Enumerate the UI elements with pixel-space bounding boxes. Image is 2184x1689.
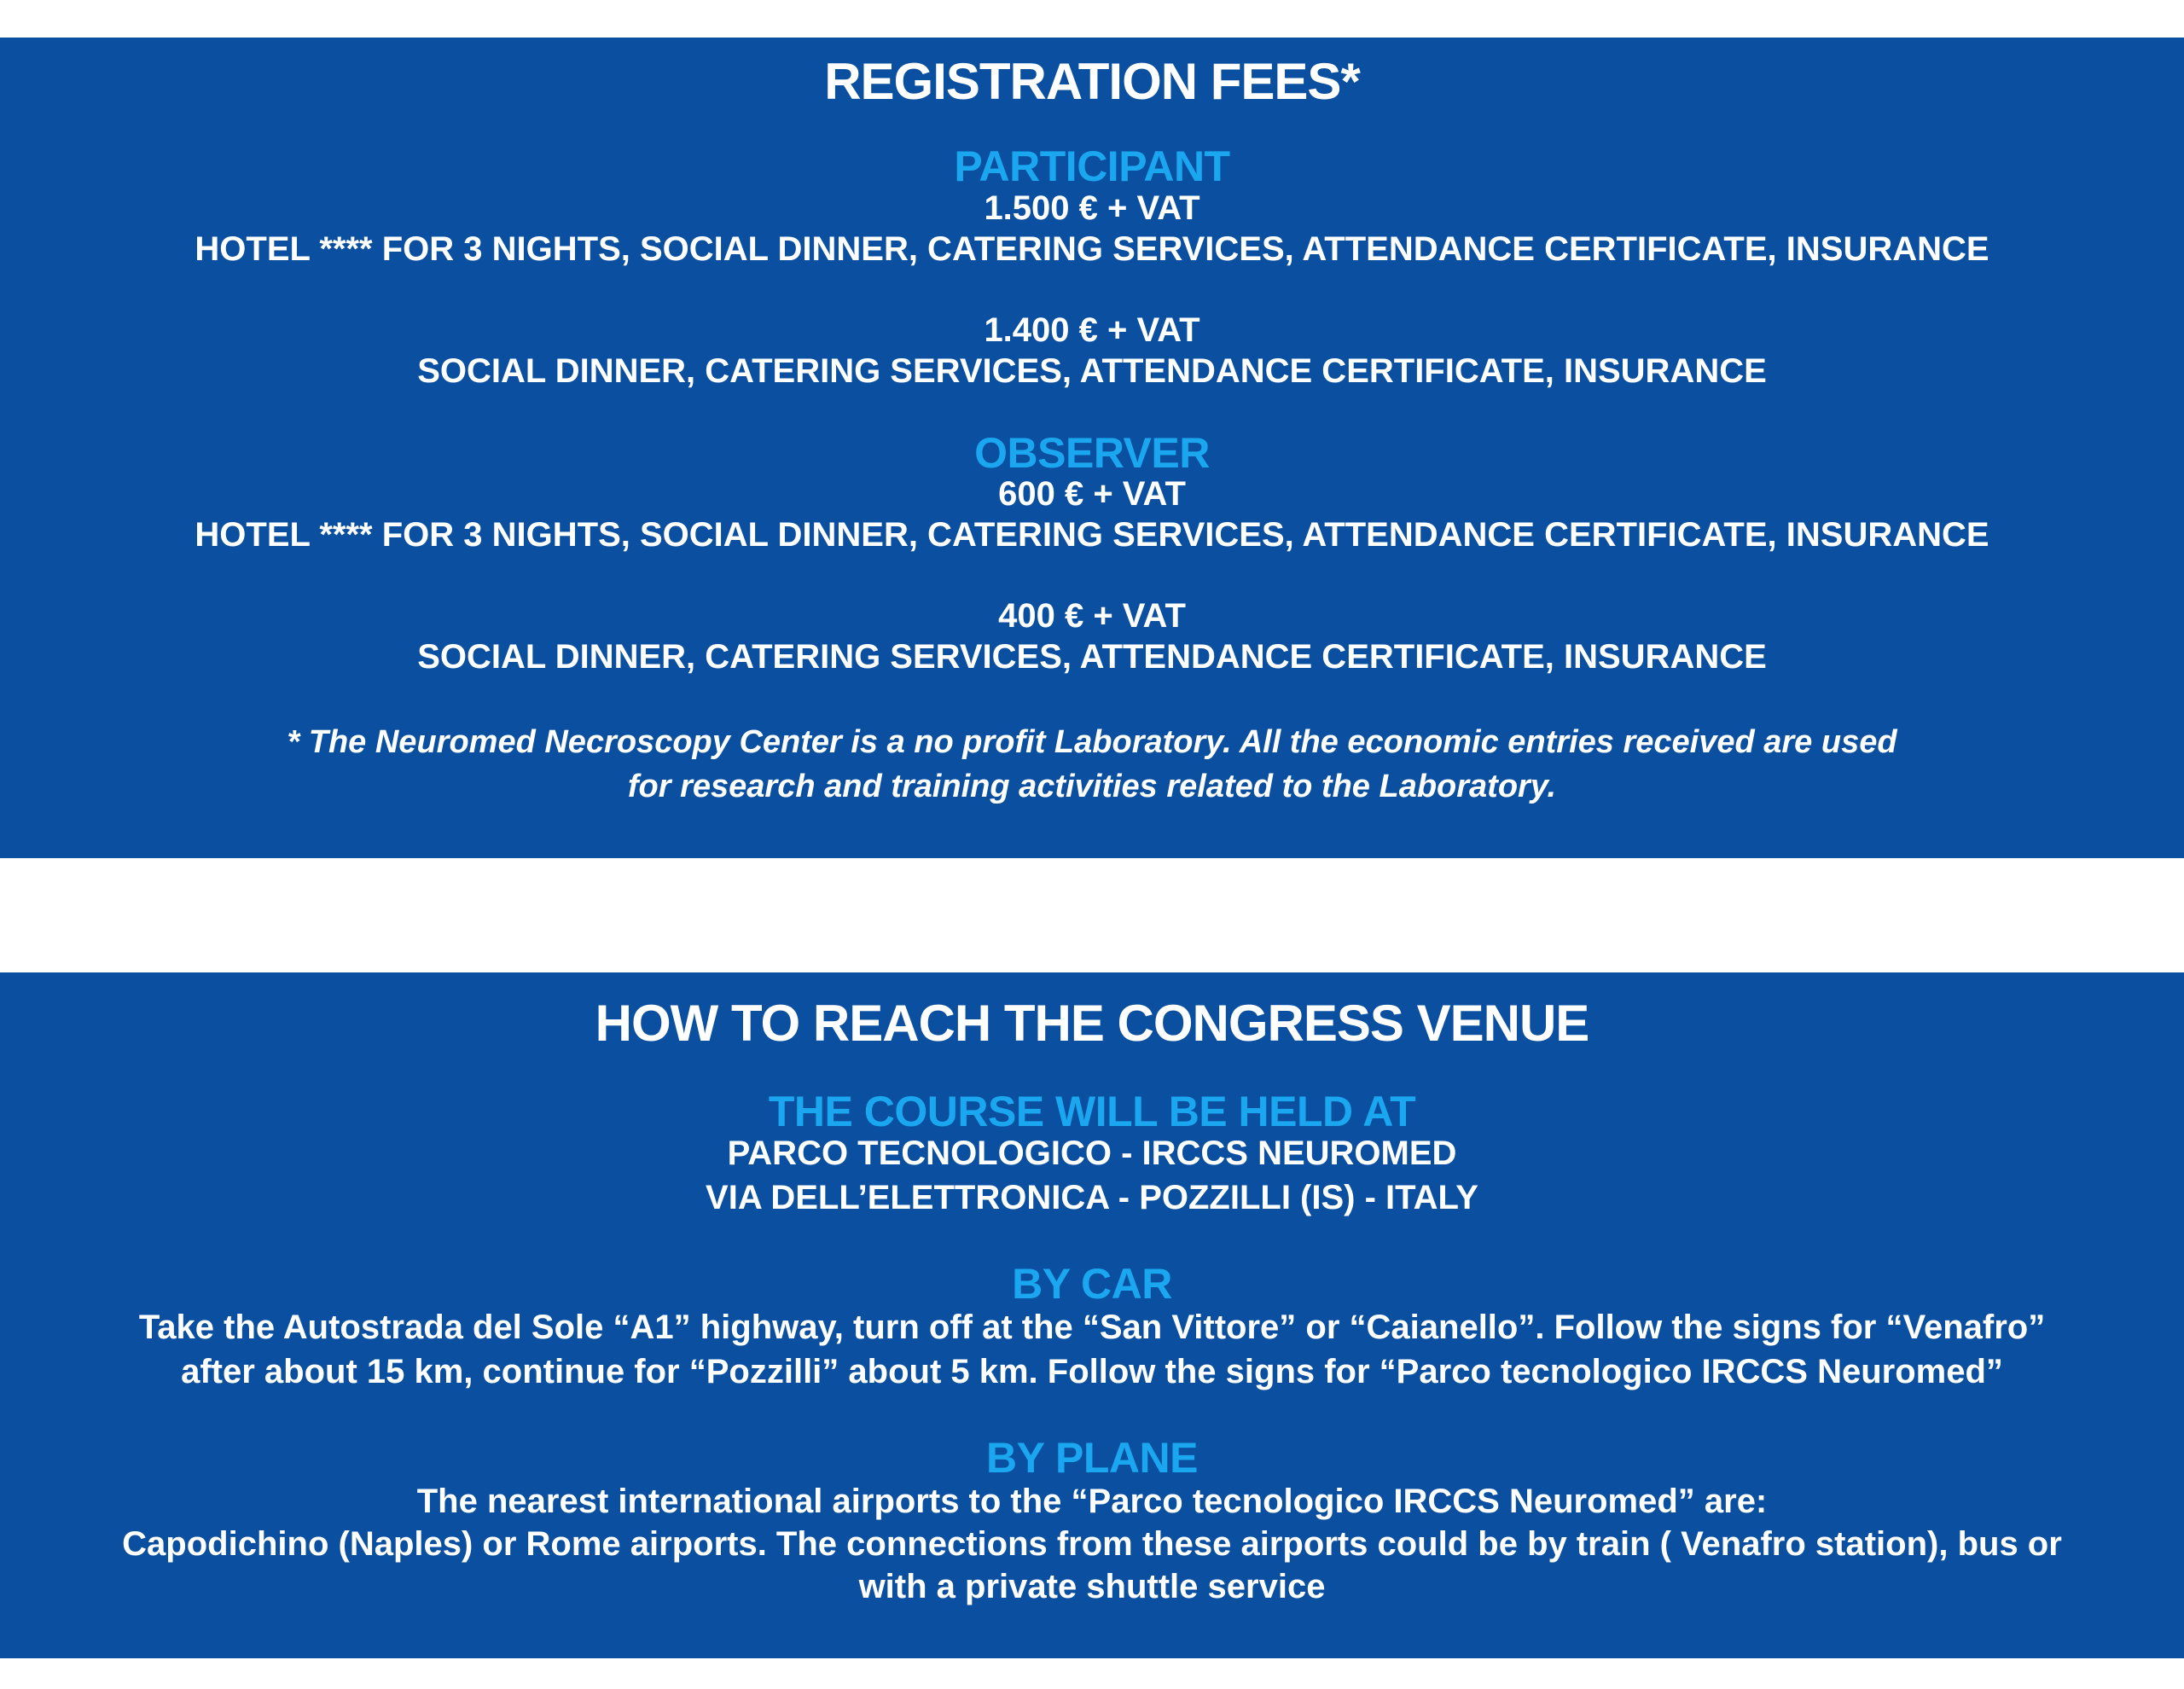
venue-panel (0, 972, 2184, 1658)
observer-includes-2: SOCIAL DINNER, CATERING SERVICES, ATTENDANCE CERTIFICATE, INSURANCE (417, 638, 1767, 676)
location-line-2: VIA DELL’ELETTRONICA - POZZILLI (IS) - ITALY (706, 1179, 1478, 1216)
venue-title: HOW TO REACH THE CONGRESS VENUE (595, 995, 1589, 1052)
location-heading: THE COURSE WILL BE HELD AT (768, 1088, 1416, 1135)
participant-includes-1: HOTEL **** FOR 3 NIGHTS, SOCIAL DINNER, CATERING SERVICES, ATTENDANCE CERTIFICATE, INSURANCE (195, 230, 1989, 268)
by-plane-line-2: Capodichino (Naples) or Rome airports. The connections from these airports could be by train ( Venafro station), bus or (122, 1525, 2062, 1563)
by-plane-line-1: The nearest international airports to the “Parco tecnologico IRCCS Neuromed” are: (416, 1483, 1768, 1520)
observer-heading: OBSERVER (974, 429, 1210, 477)
by-car-line-1: Take the Autostrada del Sole “A1” highway, turn off at the “San Vittore” or “Caianello”. Follow the signs for “Venafro” (138, 1309, 2046, 1346)
fees-note-line-1: * The Neuromed Necroscopy Center is a no profit Laboratory. All the economic entries received are used (287, 724, 1897, 760)
fees-note-line-2: for research and training activities related to the Laboratory. (627, 769, 1557, 804)
by-car-line-2: after about 15 km, continue for “Pozzilli” about 5 km. Follow the signs for “Parco tecnologico IRCCS Neuromed” (181, 1353, 2003, 1390)
observer-price-2: 400 € + VAT (998, 597, 1186, 635)
location-line-1: PARCO TECNOLOGICO - IRCCS NEUROMED (727, 1135, 1457, 1172)
observer-includes-1: HOTEL **** FOR 3 NIGHTS, SOCIAL DINNER, CATERING SERVICES, ATTENDANCE CERTIFICATE, INSURANCE (195, 516, 1989, 554)
registration-fees-title: REGISTRATION FEES* (824, 53, 1360, 110)
observer-price-1: 600 € + VAT (998, 475, 1186, 513)
participant-includes-2: SOCIAL DINNER, CATERING SERVICES, ATTENDANCE CERTIFICATE, INSURANCE (417, 352, 1767, 390)
by-plane-line-3: with a private shuttle service (858, 1568, 1326, 1605)
by-plane-heading: BY PLANE (986, 1434, 1198, 1482)
participant-price-1: 1.500 € + VAT (984, 189, 1200, 227)
participant-heading: PARTICIPANT (954, 142, 1230, 190)
registration-fees-panel (0, 38, 2184, 858)
by-car-heading: BY CAR (1012, 1260, 1172, 1308)
participant-price-2: 1.400 € + VAT (984, 311, 1200, 349)
